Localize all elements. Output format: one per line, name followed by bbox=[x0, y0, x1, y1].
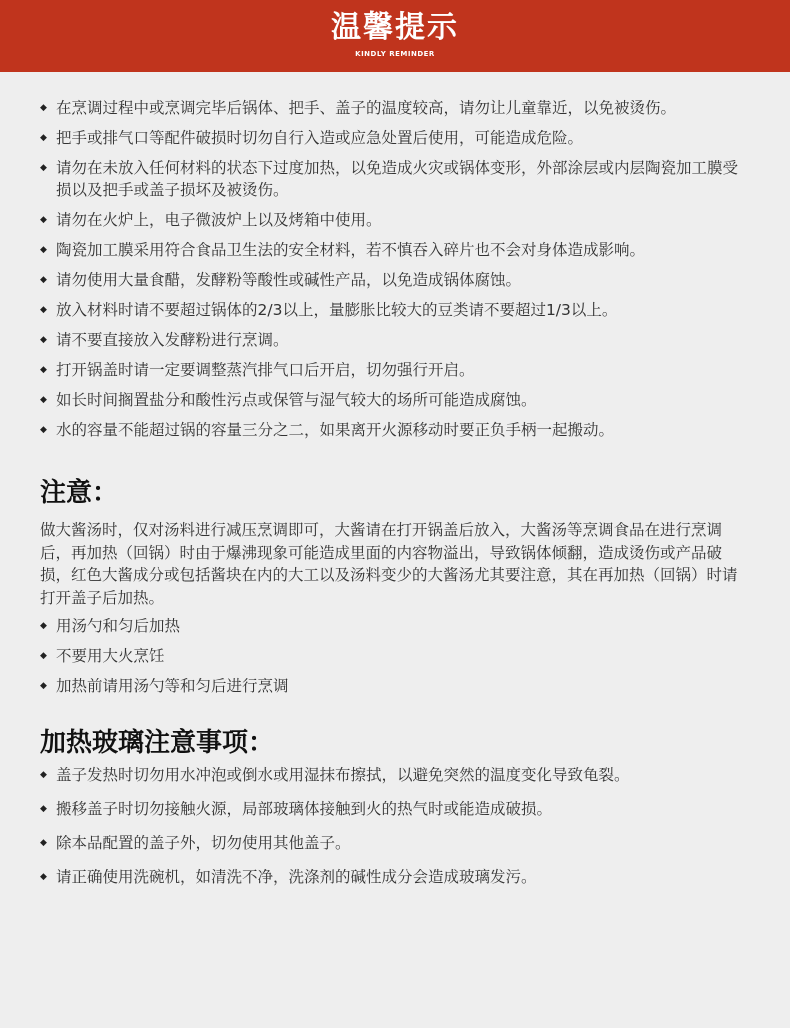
reminder-item: ◆ 请勿在火炉上，电子微波炉上以及烤箱中使用。 bbox=[40, 209, 750, 231]
reminder-item: ◆ 放入材料时请不要超过锅体的2/3以上，量膨胀比较大的豆类请不要超过1/3以上。 bbox=[40, 299, 750, 321]
reminder-item: ◆ 请勿在未放入任何材料的状态下过度加热，以免造成火灾或锅体变形，外部涂层或内层陶瓷加工膜受损以及把手或盖子损坏及被烫伤。 bbox=[40, 157, 750, 201]
glass-list bbox=[40, 764, 750, 888]
glass-section bbox=[40, 727, 750, 888]
reminder-item: ◆ 把手或排气口等配件破损时切勿自行入造或应急处置后使用，可能造成危险。 bbox=[40, 127, 750, 149]
glass-item: ◆ 搬移盖子时切勿接触火源，局部玻璃体接触到火的热气时或能造成破损。 bbox=[40, 798, 750, 820]
notice-section bbox=[40, 477, 750, 697]
glass-item: ◆ 盖子发热时切勿用水冲泡或倒水或用湿抹布擦拭，以避免突然的温度变化导致龟裂。 bbox=[40, 764, 750, 786]
glass-item: ◆ 请正确使用洗碗机，如清洗不净，洗涤剂的碱性成分会造成玻璃发污。 bbox=[40, 866, 750, 888]
notice-item: ◆ 用汤勺和匀后加热 bbox=[40, 615, 750, 637]
reminder-item: ◆ 陶瓷加工膜采用符合食品卫生法的安全材料，若不慎吞入碎片也不会对身体造成影响。 bbox=[40, 239, 750, 261]
notice-item: ◆ 加热前请用汤勺等和匀后进行烹调 bbox=[40, 675, 750, 697]
reminder-item: ◆ 请不要直接放入发酵粉进行烹调。 bbox=[40, 329, 750, 351]
notice-paragraph: 做大酱汤时，仅对汤料进行减压烹调即可，大酱请在打开锅盖后放入，大酱汤等烹调食品在进行烹调后，再加热（回锅）时由于爆沸现象可能造成里面的内容物溢出，导致锅体倾翻，造成烫伤或产品破损，红色大酱成分或包括酱块在内的大工以及汤料变少的大酱汤尤其要注意，其在再加热（回锅）时请打开盖子后加热。 bbox=[40, 521, 738, 607]
reminder-item: ◆ 在烹调过程中或烹调完毕后锅体、把手、盖子的温度较高，请勿让儿童靠近，以免被烫伤。 bbox=[40, 97, 750, 119]
page-subtitle: KINDLY REMINDER bbox=[355, 50, 435, 58]
notice-list bbox=[40, 615, 750, 697]
reminder-list bbox=[40, 72, 750, 441]
glass-heading: 加热玻璃注意事项： bbox=[40, 728, 275, 758]
glass-item: ◆ 除本品配置的盖子外，切勿使用其他盖子。 bbox=[40, 832, 750, 854]
reminder-item: ◆ 请勿使用大量食醋，发酵粉等酸性或碱性产品，以免造成锅体腐蚀。 bbox=[40, 269, 750, 291]
page-title: 温馨提示 bbox=[331, 10, 459, 45]
header-banner bbox=[0, 0, 790, 72]
reminder-item: ◆ 水的容量不能超过锅的容量三分之二，如果离开火源移动时要正负手柄一起搬动。 bbox=[40, 419, 750, 441]
reminder-item: ◆ 如长时间搁置盐分和酸性污点或保管与湿气较大的场所可能造成腐蚀。 bbox=[40, 389, 750, 411]
reminder-item: ◆ 打开锅盖时请一定要调整蒸汽排气口后开启，切勿强行开启。 bbox=[40, 359, 750, 381]
notice-item: ◆ 不要用大火烹饪 bbox=[40, 645, 750, 667]
notice-heading: 注意： bbox=[40, 478, 119, 508]
